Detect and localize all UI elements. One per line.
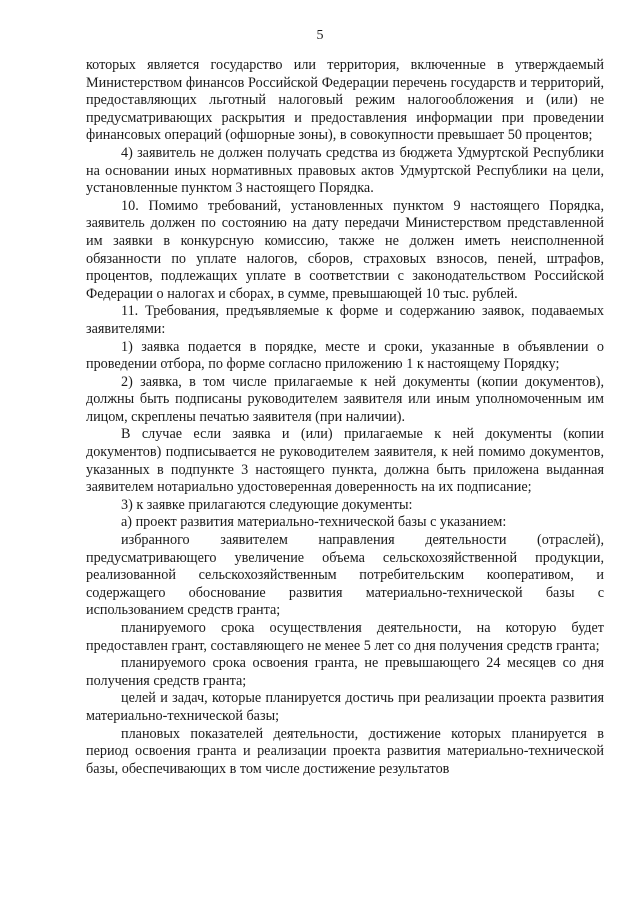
page-number: 5 xyxy=(316,28,324,43)
paragraph-direction: избранного заявителем направления деятельности (отраслей), предусматривающего увеличение объема сельскохозяйственной продукции, реализованной сельскохозяйственным потребительским кооперативом, и содержащего обоснование развития материально-технической базы с использованием средств гранта; xyxy=(86,532,604,619)
paragraph-signature-note: В случае если заявка и (или) прилагаемые к ней документы (копии документов) подписывается не руководителем заявителя, к ней помимо документов, указанных в подпункте 3 настоящего пункта, должна быть приложена выданная заявителем нотариально удостоверенная доверенность на их подписание; xyxy=(86,426,604,496)
paragraph-grant-term: планируемого срока освоения гранта, не превышающего 24 месяцев со дня получения средств гранта; xyxy=(86,655,604,689)
paragraph-subitem-a: а) проект развития материально-технической базы с указанием: xyxy=(121,514,507,531)
paragraph-clause-11: 11. Требования, предъявляемые к форме и содержанию заявок, подаваемых заявителями: xyxy=(86,303,604,337)
paragraph-item-3: 3) к заявке прилагаются следующие документы: xyxy=(121,496,413,513)
paragraph-item-2: 2) заявка, в том числе прилагаемые к ней документы (копии документов), должны быть подписаны руководителем заявителя или иным уполномоченным им лицом, скреплены печатью заявителя (при наличии). xyxy=(86,373,604,425)
paragraph-continuation: которых является государство или территория, включенные в утверждаемый Министерством финансов Российской Федерации перечень государств и территорий, предоставляющих льготный налоговый режим налогообложения и (или) не предусматривающих раскрытия и предоставления информации при проведении финансовых операций (офшорные зоны), в совокупности превышает 50 процентов; xyxy=(86,57,604,144)
paragraph-indicators: плановых показателей деятельности, достижение которых планируется в период освоения гранта и реализации проекта развития материально-технической базы, обеспечивающих в том числе достижение результатов xyxy=(86,725,604,777)
paragraph-activity-term: планируемого срока осуществления деятельности, на которую будет предоставлен грант, составляющего не менее 5 лет со дня получения средств гранта; xyxy=(86,620,604,654)
paragraph-clause-10: 10. Помимо требований, установленных пунктом 9 настоящего Порядка, заявитель должен по состоянию на дату передачи Министерством представленной им заявки в конкурсную комиссию, также не должен иметь неисполненной обязанности по уплате налогов, сборов, страховых взносов, пеней, штрафов, процентов, подлежащих уплате в соответствии с законодательством Российской Федерации о налогах и сборах, в сумме, превышающей 10 тыс. рублей. xyxy=(86,197,604,302)
paragraph-item-1: 1) заявка подается в порядке, месте и сроки, указанные в объявлении о проведении отбора, по форме согласно приложению 1 к настоящему Порядку; xyxy=(86,338,604,373)
paragraph-item-4: 4) заявитель не должен получать средства из бюджета Удмуртской Республики на основании иных нормативных правовых актов Удмуртской Республики на цели, установленные пунктом 3 настоящего Порядка. xyxy=(86,144,604,197)
paragraph-goals: целей и задач, которые планируется достичь при реализации проекта развития материально-технической базы; xyxy=(86,690,604,724)
document-body xyxy=(86,57,604,778)
